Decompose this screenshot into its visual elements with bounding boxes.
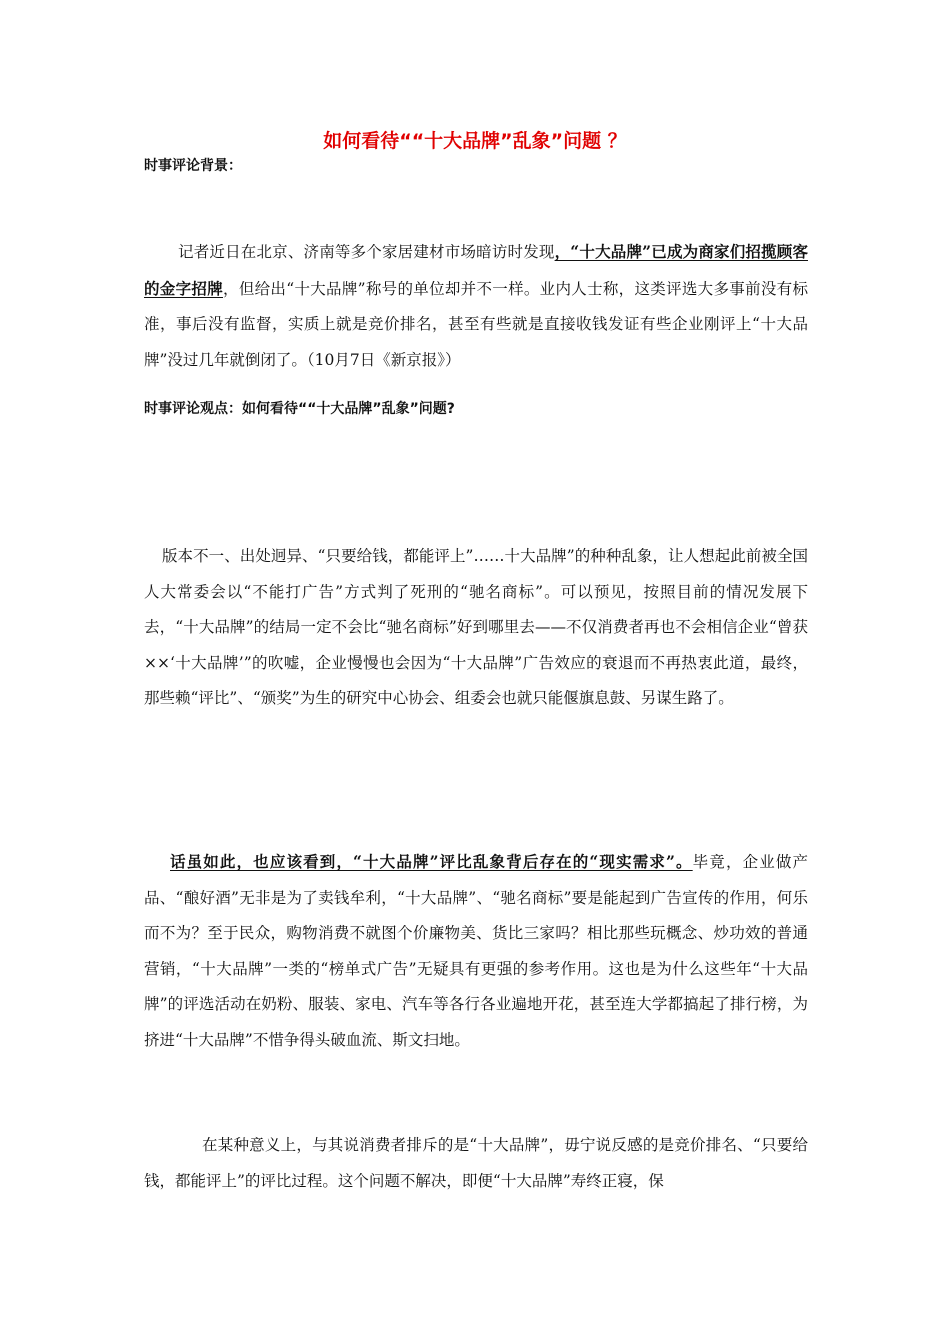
paragraph-background [144, 234, 808, 378]
paragraph-text: 记者近日在北京、济南等多个家居建材市场暗访时发现 [178, 243, 555, 261]
viewpoint-heading: 时事评论观点：如何看待““十大品牌”乱象”问题? [144, 401, 455, 417]
paragraph-text: 在某种意义上，与其说消费者排斥的是“十大品牌”，毋宁说反感的是竞价排名、“只要给钱，都能评上”的评比过程。这个问题不解决，即便“十大品牌”寿终正寝，保 [144, 1136, 808, 1190]
paragraph-viewpoint-1 [144, 539, 808, 717]
highlighted-phrase: 话虽如此，也应该看到，“十大品牌”评比乱象背后存在的“现实需求”。 [170, 852, 693, 871]
paragraph-text: 毕竟，企业做产品、“酿好酒”无非是为了卖钱牟利，“十大品牌”、“驰名商标”要是能起到广告宣传的作用，何乐而不为？至于民众，购物消费不就图个价廉物美、货比三家吗？相比那些玩概念、炒功效的普通营销，“十大品牌”一类的“榜单式广告”无疑具有更强的参考作用。这也是为什么这些年“十大品牌”的评选活动在奶粉、服装、家电、汽车等各行各业遍地开花，甚至连大学都搞起了排行榜，为挤进“十大品牌”不惜争得头破血流、斯文扫地。 [144, 853, 808, 1049]
highlighted-phrase: ，“十大品牌”已成为商家们招揽顾客的金字招牌 [144, 242, 808, 298]
paragraph-viewpoint-3 [144, 1128, 808, 1199]
paragraph-text: ，但给出“十大品牌”称号的单位却并不一样。业内人士称，这类评选大多事前没有标准，事后没有监督，实质上就是竞价排名，甚至有些就是直接收钱发证有些企业刚评上“十大品牌”没过几年就倒闭了。（10月7日《新京报》） [144, 279, 808, 369]
background-heading: 时事评论背景： [144, 158, 242, 174]
paragraph-text: 版本不一、出处迥异、“只要给钱，都能评上”……十大品牌”的种种乱象，让人想起此前被全国人大常委会以“不能打广告”方式判了死刑的“驰名商标”。可以预见，按照目前的情况发展下去，“十大品牌”的结局一定不会比“驰名商标”好到哪里去——不仅消费者再也不会相信企业“曾获××‘十大品牌’”的吹嘘，企业慢慢也会因为“十大品牌”广告效应的衰退而不再热衷此道，最终，那些赖“评比”、“颁奖”为生的研究中心协会、组委会也就只能偃旗息鼓、另谋生路了。 [144, 547, 808, 707]
paragraph-viewpoint-2 [144, 844, 808, 1058]
document-title: 如何看待““十大品牌”乱象”问题 ？ [323, 130, 627, 152]
